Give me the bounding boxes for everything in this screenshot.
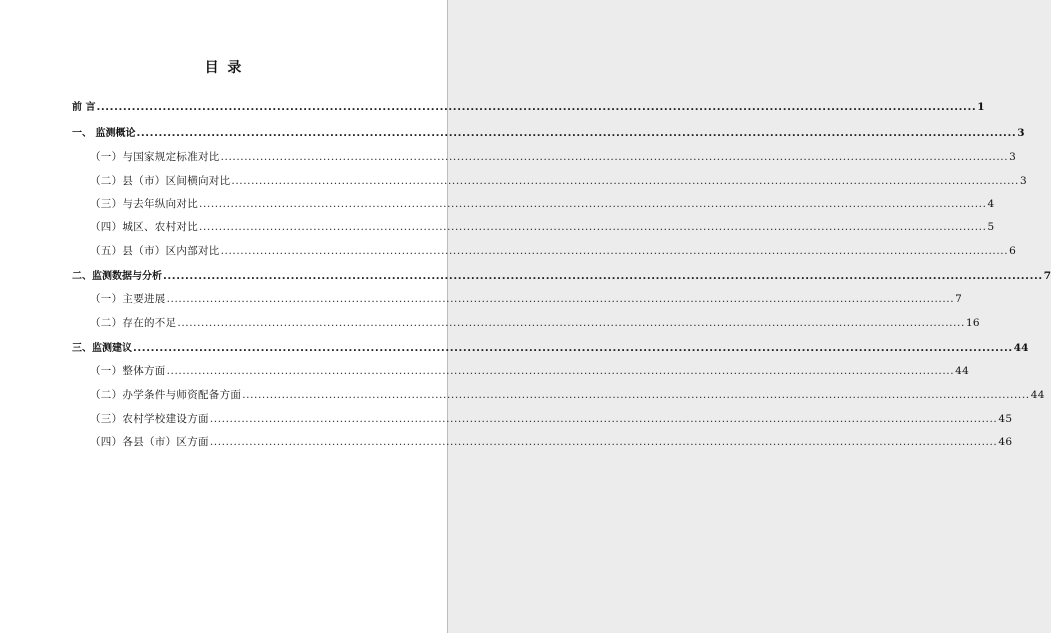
toc-leader-dots: ........................................................................................................................................................................................................ [242, 389, 1030, 401]
toc-entry[interactable] [90, 196, 995, 211]
toc-leader-dots: ........................................................................................................................................................................................................ [209, 413, 998, 425]
toc-entry[interactable] [90, 387, 1045, 402]
toc-entry-label: （三）与去年纵向对比 [90, 198, 198, 210]
toc-entry[interactable] [72, 98, 985, 113]
toc-leader-dots: ........................................................................................................................................................................................................ [231, 175, 1019, 187]
toc-page-number: 45 [998, 413, 1013, 425]
toc-entry[interactable] [90, 173, 1027, 188]
toc-leader-dots: ........................................................................................................................................................................................................ [199, 198, 987, 210]
toc-page-number: 3 [1017, 127, 1025, 139]
toc-entry[interactable] [90, 219, 995, 234]
toc-page-number: 6 [1009, 245, 1017, 257]
toc-entry[interactable] [72, 124, 1025, 139]
toc-leader-dots: ........................................................................................................................................................................................................ [220, 245, 1009, 257]
toc-page-number: 5 [987, 221, 995, 233]
toc-page-number: 3 [1009, 151, 1017, 163]
toc-page-number: 3 [1019, 175, 1027, 187]
toc-entry-label: （二）办学条件与师资配备方面 [90, 389, 242, 401]
toc-entry[interactable] [90, 315, 980, 330]
toc-title: 目 录 [204, 60, 244, 76]
toc-entry[interactable] [90, 243, 1017, 258]
toc-entry[interactable] [90, 434, 1013, 449]
toc-leader-dots: ........................................................................................................................................................................................................ [199, 221, 987, 233]
toc-leader-dots: ........................................................................................................................................................................................................ [209, 436, 998, 448]
toc-entry-label: 三、监测建议 [72, 343, 132, 354]
toc-entry-label: （一）与国家规定标准对比 [90, 151, 220, 163]
toc-leader-dots: ........................................................................................................................................................................................................ [166, 293, 955, 305]
toc-entry-label: （二）县（市）区间横向对比 [90, 175, 231, 187]
toc-entry-label: 前 言 [72, 102, 96, 113]
toc-entry-label: （一）整体方面 [90, 365, 166, 377]
toc-entry[interactable] [72, 339, 1029, 354]
toc-entry-label: （五）县（市）区内部对比 [90, 245, 220, 257]
toc-leader-dots: ........................................................................................................................................................................................................ [96, 102, 977, 113]
toc-entry[interactable] [90, 363, 970, 378]
toc-page-number: 16 [965, 317, 980, 329]
toc-page-number: 44 [1030, 389, 1045, 401]
toc-page-number: 44 [1013, 342, 1029, 354]
toc-entry-label: （三）农村学校建设方面 [90, 413, 209, 425]
toc-page-number: 4 [987, 198, 995, 210]
toc-entry[interactable] [90, 291, 963, 306]
toc-entry-label: （一）主要进展 [90, 293, 166, 305]
toc-entry-label: （四）城区、农村对比 [90, 221, 198, 233]
toc-page-number: 7 [955, 293, 963, 305]
toc-leader-dots: ........................................................................................................................................................................................................ [166, 365, 955, 377]
toc-leader-dots: ........................................................................................................................................................................................................ [220, 151, 1009, 163]
toc-page-number: 1 [977, 101, 985, 113]
toc-leader-dots: ........................................................................................................................................................................................................ [163, 271, 1043, 282]
toc-page-number: 44 [955, 365, 970, 377]
toc-entry[interactable] [90, 149, 1017, 164]
toc-entry-label: （二）存在的不足 [90, 317, 177, 329]
toc-leader-dots: ........................................................................................................................................................................................................ [136, 128, 1017, 139]
toc-page-number: 7 [1043, 270, 1051, 282]
toc-leader-dots: ........................................................................................................................................................................................................ [133, 343, 1013, 354]
toc-leader-dots: ........................................................................................................................................................................................................ [177, 317, 965, 329]
toc-entry-label: （四）各县（市）区方面 [90, 436, 209, 448]
toc-page-number: 46 [998, 436, 1013, 448]
toc-entry-label: 一、 监测概论 [72, 128, 136, 139]
toc-entry[interactable] [72, 267, 1051, 282]
toc-entry[interactable] [90, 411, 1013, 426]
toc-entry-label: 二、监测数据与分析 [72, 271, 162, 282]
